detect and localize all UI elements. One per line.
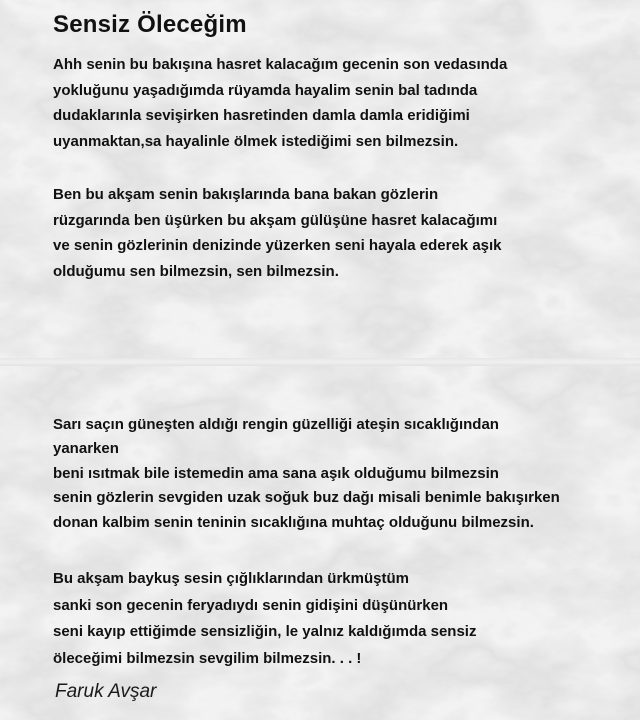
- poem-line: Bu akşam baykuş sesin çığlıklarından ürkmüştüm: [53, 570, 409, 587]
- divider-band: [0, 358, 640, 366]
- poem-line: rüzgarında ben üşürken bu akşam gülüşüne hasret kalacağımı: [53, 211, 498, 229]
- stanza-4: [53, 566, 476, 672]
- poem-line: yanarken: [53, 440, 119, 458]
- poem-line: senin gözlerin sevgiden uzak soğuk buz dağı misali benimle bakışırken: [53, 489, 560, 507]
- poem-line: ve senin gözlerinin denizinde yüzerken seni hayala ederek aşık: [53, 237, 502, 255]
- poem-line: yokluğunu yaşadığımda rüyamda hayalim senin bal tadında: [53, 81, 478, 99]
- poem-line: olduğumu sen bilmezsin, sen bilmezsin.: [53, 262, 339, 280]
- poem-line: seni kayıp ettiğimde sensizliğin, le yalnız kaldığımda sensiz: [53, 623, 477, 641]
- poem-line: Ben bu akşam senin bakışlarında bana bakan gözlerin: [53, 186, 439, 203]
- poem-line: donan kalbim senin teninin sıcaklığına muhtaç olduğunu bilmezsin.: [53, 513, 534, 531]
- poem-line: sanki son gecenin feryadıydı senin gidişini düşünürken: [53, 596, 449, 614]
- poem-line: dudaklarınla sevişirken hasretinden damla damla eridiğimi: [53, 107, 470, 125]
- poem-line: Ahh senin bu bakışına hasret kalacağım gecenin son vedasında: [53, 56, 508, 73]
- stanza-3: [53, 413, 560, 535]
- poem-author: Faruk Avşar: [55, 681, 157, 702]
- poem-line: Sarı saçın güneşten aldığı rengin güzelliği ateşin sıcaklığından: [53, 416, 499, 433]
- poem-title: Sensiz Öleceğim: [53, 11, 247, 38]
- stanza-2: [53, 182, 502, 284]
- poem-line: beni ısıtmak bile istemedin ama sana aşık olduğumu bilmezsin: [53, 464, 499, 482]
- poem-line: uyanmaktan,sa hayalinle ölmek istediğimi sen bilmezsin.: [53, 132, 459, 150]
- poem-line: öleceğimi bilmezsin sevgilim bilmezsin. . . !: [53, 649, 362, 667]
- stanza-1: [53, 52, 507, 154]
